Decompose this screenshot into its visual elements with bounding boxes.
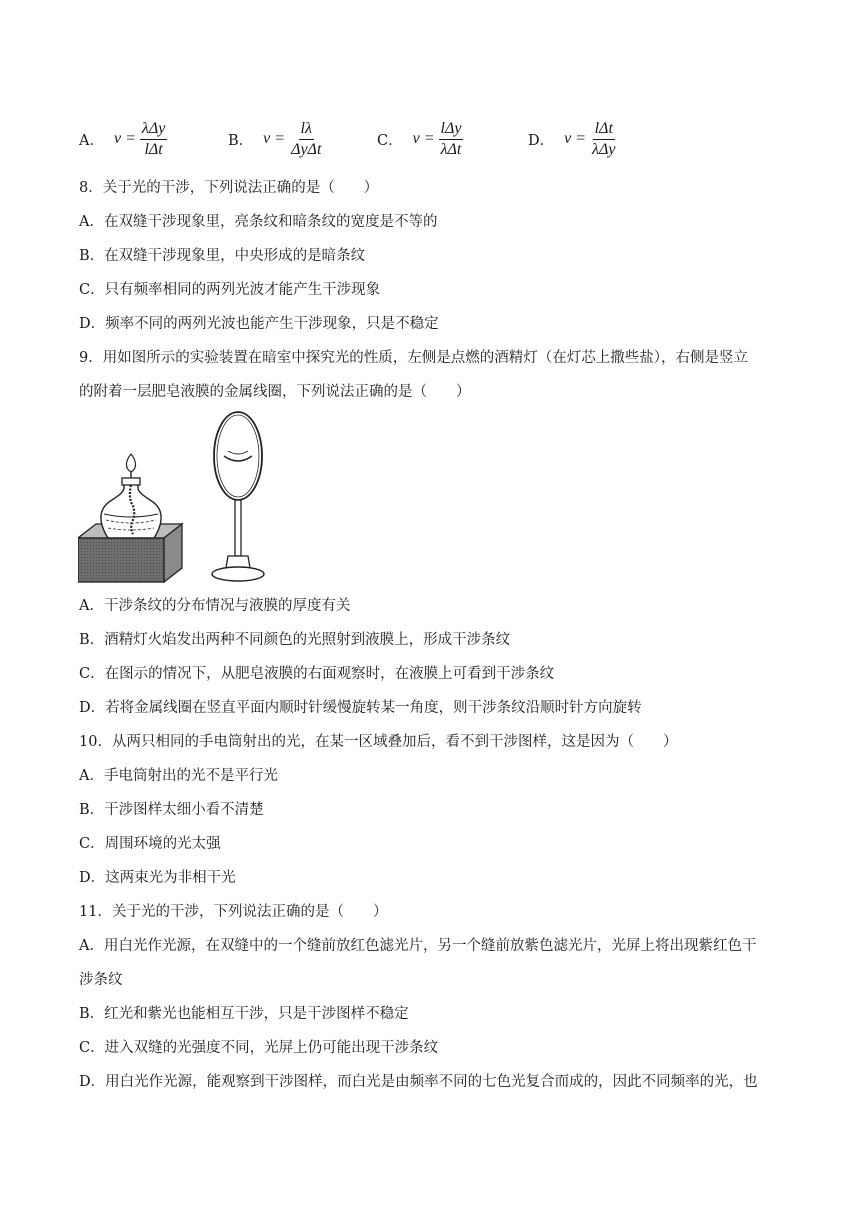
q10-option-c[interactable]: C．周围环境的光太强 [79,836,221,852]
q11-option-a-line2[interactable]: 涉条纹 [79,972,123,988]
q7-options [79,116,779,162]
formula-lhs: v = [263,130,286,147]
q11-stem: 11．关于光的干涉，下列说法正确的是（ ） [79,904,388,920]
q11-option-c[interactable]: C．进入双缝的光强度不同，光屏上仍可能出现干涉条纹 [79,1040,439,1056]
q10-option-b[interactable]: B．干涉图样太细小看不清楚 [79,802,264,818]
numerator: lΔt [593,120,615,140]
numerator: λΔy [140,120,167,140]
numerator: lλ [299,120,314,140]
fraction [439,120,464,159]
option-letter: C． [377,132,403,149]
q8-option-b[interactable]: B．在双缝干涉现象里，中央形成的是暗条纹 [79,248,366,264]
formula-lhs: v = [412,130,435,147]
q7-option-c[interactable] [377,116,463,162]
denominator: lΔt [144,140,163,158]
q11-option-d-line1[interactable]: D．用白光作光源，能观察到干涉图样，而白光是由频率不同的七色光复合而成的，因此不同频率的光，也 [79,1074,758,1090]
option-letter: D． [528,132,555,149]
formula-lhs: v = [564,130,587,147]
experiment-figure [78,410,278,588]
soap-film-ring-icon [212,412,264,581]
q9-option-b[interactable]: B．酒精灯火焰发出两种不同颜色的光照射到液膜上，形成干涉条纹 [79,632,511,648]
q10-option-d[interactable]: D．这两束光为非相干光 [79,870,236,886]
q11-option-b[interactable]: B．红光和紫光也能相互干涉，只是干涉图样不稳定 [79,1006,409,1022]
option-letter: A． [79,132,104,149]
denominator: ΔyΔt [291,140,322,158]
q9-option-d[interactable]: D．若将金属线圈在竖直平面内顺时针缓慢旋转某一角度，则干涉条纹沿顺时针方向旋转 [79,700,642,716]
q8-option-a[interactable]: A．在双缝干涉现象里，亮条纹和暗条纹的宽度是不等的 [79,214,438,230]
q10-stem: 10．从两只相同的手电筒射出的光，在某一区域叠加后，看不到干涉图样，这是因为（ ） [79,734,678,750]
q7-option-b[interactable] [228,116,323,162]
q9-stem-line2: 的附着一层肥皂液膜的金属线圈，下列说法正确的是（ ） [79,384,471,400]
fraction [289,120,323,159]
q8-stem: 8．关于光的干涉，下列说法正确的是（ ） [79,180,379,196]
denominator: λΔy [592,140,616,158]
q7-option-a[interactable] [79,116,167,162]
q8-option-d[interactable]: D．频率不同的两列光波也能产生干涉现象，只是不稳定 [79,316,439,332]
alcohol-lamp-icon [101,454,161,538]
formula-lhs: v = [113,130,136,147]
denominator: λΔt [440,140,462,158]
q10-option-a[interactable]: A．手电筒射出的光不是平行光 [79,768,278,784]
numerator: lΔy [439,120,464,140]
q9-option-a[interactable]: A．干涉条纹的分布情况与液膜的厚度有关 [79,598,351,614]
fraction [140,120,167,159]
fraction [590,120,617,159]
q7-option-d[interactable] [528,116,617,162]
q11-option-a-line1[interactable]: A．用白光作光源，在双缝中的一个缝前放红色滤光片，另一个缝前放紫色滤光片，光屏上将出现紫红色干 [79,938,757,954]
option-letter: B． [228,132,254,149]
q9-option-c[interactable]: C．在图示的情况下，从肥皂液膜的右面观察时，在液膜上可看到干涉条纹 [79,666,555,682]
q9-stem-line1: 9．用如图所示的实验装置在暗室中探究光的性质，左侧是点燃的酒精灯（在灯芯上撒些盐），右侧是竖立 [79,350,748,366]
q8-option-c[interactable]: C．只有频率相同的两列光波才能产生干涉现象 [79,282,381,298]
